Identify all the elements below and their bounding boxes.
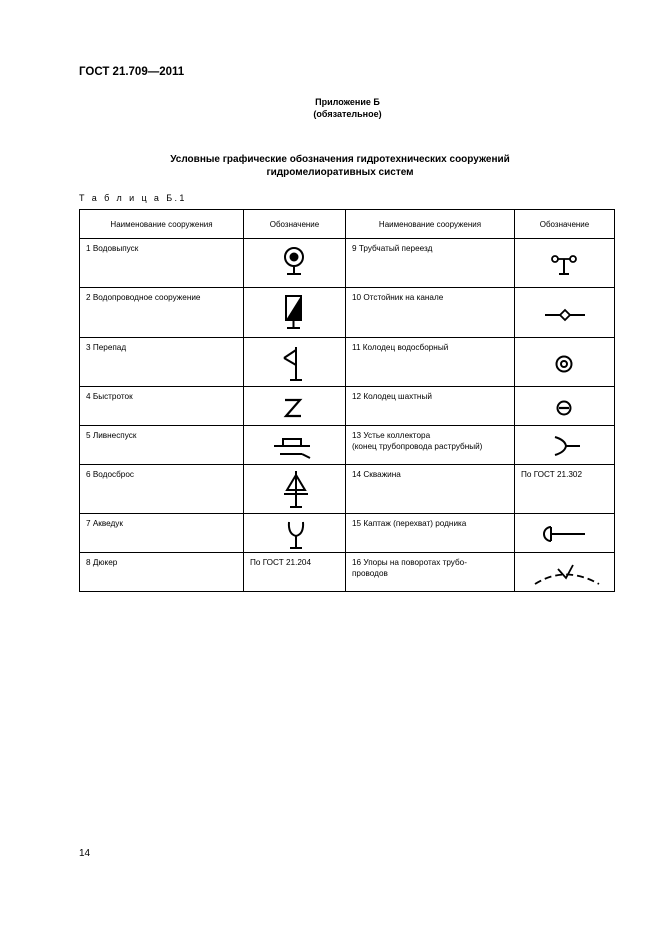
header-name-left: Наименование сооружения (80, 210, 244, 239)
structure-name-line-2: проводов (352, 569, 388, 578)
structure-name: 6 Водосброс (86, 470, 134, 479)
structure-name-line-1: 13 Устье коллектора (352, 431, 431, 440)
table-row (80, 553, 615, 592)
appendix-note: (обязательное) (313, 109, 382, 119)
structure-name: 9 Трубчатый переезд (352, 244, 433, 253)
table-row (80, 465, 615, 514)
page-number: 14 (79, 848, 91, 859)
table-row (80, 338, 615, 387)
structure-name: 14 Скважина (352, 470, 401, 479)
symbol-reference: По ГОСТ 21.302 (521, 470, 583, 479)
structure-name: 10 Отстойник на канале (352, 293, 444, 302)
collector-mouth-icon (515, 426, 615, 465)
storm-overflow-icon (244, 426, 346, 465)
table-row (80, 514, 615, 553)
spillway-icon (244, 465, 346, 514)
pipe-crossing-icon (515, 239, 615, 288)
structure-name: 12 Колодец шахтный (352, 392, 432, 401)
table-row (80, 239, 615, 288)
title-line-2: гидромелиоративных систем (266, 167, 414, 178)
table-header-row (80, 210, 615, 239)
structure-name (346, 426, 514, 452)
structure-name: 8 Дюкер (86, 558, 118, 567)
aqueduct-icon (244, 514, 346, 553)
collecting-well-icon (515, 338, 615, 387)
structure-name: 11 Колодец водосборный (352, 343, 449, 352)
structure-name-line-1: 16 Упоры на поворотах трубо- (352, 558, 467, 567)
document-code: ГОСТ 21.709—2011 (79, 66, 185, 78)
header-symbol-right: Обозначение (515, 210, 615, 239)
header-name-right: Наименование сооружения (346, 210, 515, 239)
shaft-well-icon (515, 387, 615, 426)
table-row (80, 288, 615, 338)
structure-name: 4 Быстроток (86, 392, 133, 401)
channel-settler-icon (515, 288, 615, 338)
spring-catchment-icon (515, 514, 615, 553)
structure-name: 7 Акведук (86, 519, 123, 528)
title-line-1: Условные графические обозначения гидротехнических сооружений (170, 154, 510, 165)
outlet-icon (244, 239, 346, 288)
header-symbol-left: Обозначение (244, 210, 346, 239)
structure-name: 1 Водовыпуск (86, 244, 139, 253)
table-caption: Т а б л и ц а Б.1 (79, 193, 187, 203)
water-conduit-icon (244, 288, 346, 338)
table-row (80, 387, 615, 426)
table-row (80, 426, 615, 465)
appendix-title: Приложение Б (315, 97, 380, 107)
structure-name-line-2: (конец трубопровода раструбный) (352, 442, 483, 451)
pipe-bend-supports-icon (515, 553, 615, 592)
structure-name: 2 Водопроводное сооружение (86, 293, 201, 302)
structure-name: 15 Каптаж (перехват) родника (352, 519, 467, 528)
structure-name: 3 Перепад (86, 343, 127, 352)
drop-structure-icon (244, 338, 346, 387)
structure-name: 5 Ливнеспуск (86, 431, 137, 440)
symbols-table (79, 209, 615, 592)
appendix-heading (0, 96, 661, 120)
chute-icon (244, 387, 346, 426)
structure-name (346, 553, 514, 579)
page-title (100, 153, 580, 179)
symbol-reference: По ГОСТ 21.204 (250, 558, 312, 567)
